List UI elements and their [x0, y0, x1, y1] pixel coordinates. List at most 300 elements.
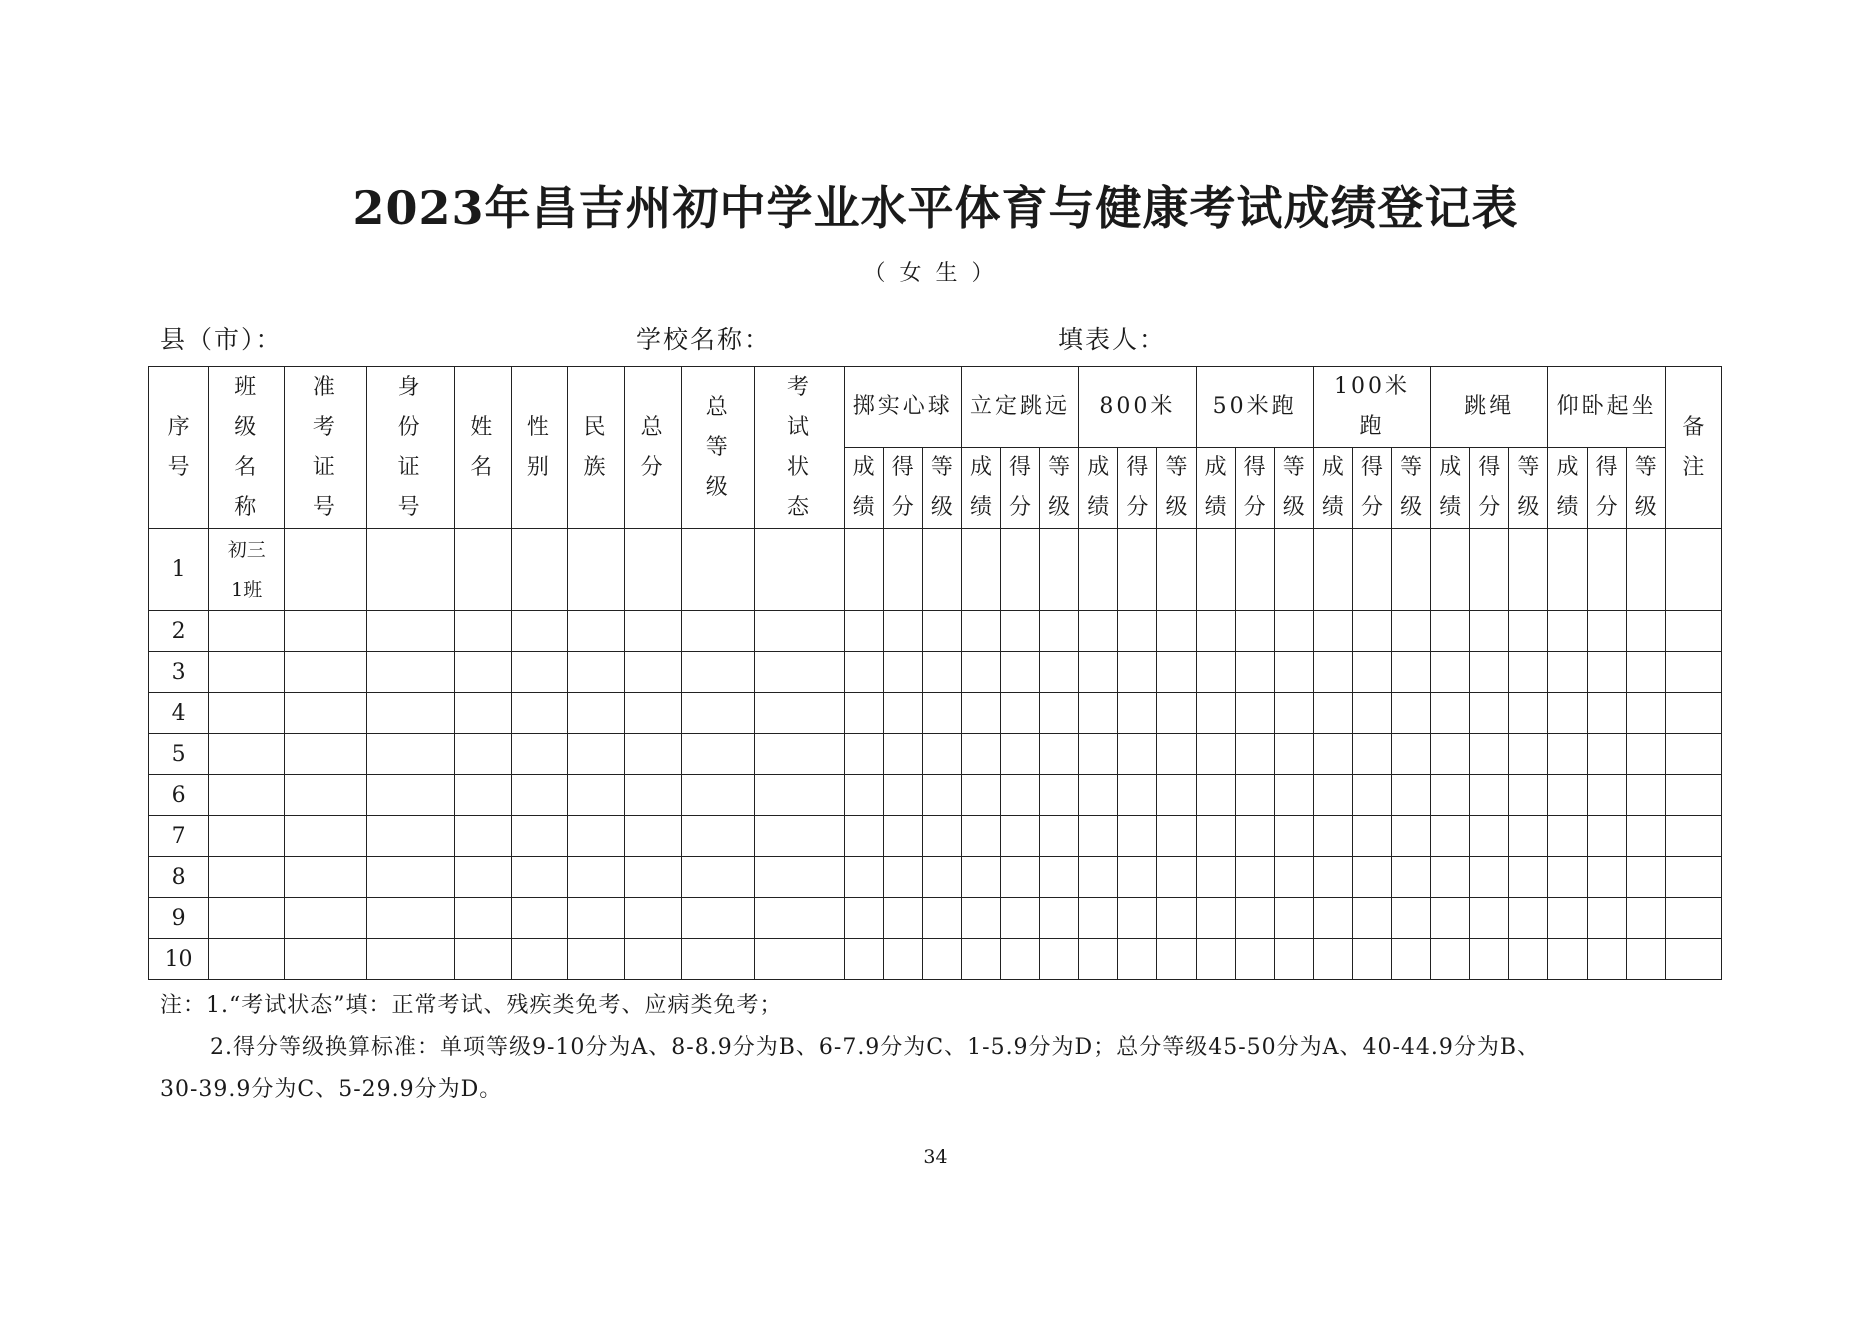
empty-entry-cell[interactable]	[366, 816, 454, 857]
empty-entry-cell[interactable]	[1274, 652, 1313, 693]
empty-entry-cell[interactable]	[1313, 693, 1352, 734]
empty-entry-cell[interactable]	[1079, 939, 1118, 980]
empty-entry-cell[interactable]	[366, 857, 454, 898]
empty-entry-cell[interactable]	[1470, 652, 1509, 693]
empty-entry-cell[interactable]	[1665, 652, 1721, 693]
empty-entry-cell[interactable]	[1274, 857, 1313, 898]
empty-entry-cell[interactable]	[961, 775, 1000, 816]
empty-entry-cell[interactable]	[1235, 898, 1274, 939]
empty-entry-cell[interactable]	[454, 734, 511, 775]
empty-entry-cell[interactable]	[1352, 693, 1391, 734]
empty-entry-cell[interactable]	[1118, 734, 1157, 775]
empty-entry-cell[interactable]	[511, 775, 567, 816]
empty-entry-cell[interactable]	[285, 816, 366, 857]
empty-entry-cell[interactable]	[1352, 529, 1391, 611]
empty-entry-cell[interactable]	[961, 898, 1000, 939]
empty-entry-cell[interactable]	[511, 693, 567, 734]
class-name-cell[interactable]	[209, 693, 285, 734]
empty-entry-cell[interactable]	[1509, 652, 1548, 693]
empty-entry-cell[interactable]	[1626, 734, 1665, 775]
empty-entry-cell[interactable]	[567, 693, 624, 734]
empty-entry-cell[interactable]	[1157, 693, 1196, 734]
empty-entry-cell[interactable]	[1392, 611, 1431, 652]
empty-entry-cell[interactable]	[1196, 529, 1235, 611]
empty-entry-cell[interactable]	[625, 775, 682, 816]
empty-entry-cell[interactable]	[1352, 898, 1391, 939]
empty-entry-cell[interactable]	[1392, 693, 1431, 734]
empty-entry-cell[interactable]	[1157, 816, 1196, 857]
empty-entry-cell[interactable]	[285, 775, 366, 816]
empty-entry-cell[interactable]	[1665, 529, 1721, 611]
empty-entry-cell[interactable]	[961, 611, 1000, 652]
empty-entry-cell[interactable]	[1196, 734, 1235, 775]
empty-entry-cell[interactable]	[625, 652, 682, 693]
empty-entry-cell[interactable]	[1196, 816, 1235, 857]
empty-entry-cell[interactable]	[1548, 652, 1587, 693]
empty-entry-cell[interactable]	[961, 652, 1000, 693]
empty-entry-cell[interactable]	[883, 529, 922, 611]
empty-entry-cell[interactable]	[1157, 652, 1196, 693]
empty-entry-cell[interactable]	[567, 816, 624, 857]
empty-entry-cell[interactable]	[454, 898, 511, 939]
empty-entry-cell[interactable]	[1665, 816, 1721, 857]
empty-entry-cell[interactable]	[366, 939, 454, 980]
empty-entry-cell[interactable]	[682, 529, 755, 611]
empty-entry-cell[interactable]	[961, 857, 1000, 898]
empty-entry-cell[interactable]	[366, 693, 454, 734]
empty-entry-cell[interactable]	[961, 939, 1000, 980]
empty-entry-cell[interactable]	[567, 857, 624, 898]
empty-entry-cell[interactable]	[511, 652, 567, 693]
empty-entry-cell[interactable]	[883, 857, 922, 898]
empty-entry-cell[interactable]	[1548, 611, 1587, 652]
empty-entry-cell[interactable]	[883, 775, 922, 816]
empty-entry-cell[interactable]	[1431, 898, 1470, 939]
empty-entry-cell[interactable]	[1470, 857, 1509, 898]
empty-entry-cell[interactable]	[1548, 529, 1587, 611]
empty-entry-cell[interactable]	[1470, 939, 1509, 980]
empty-entry-cell[interactable]	[1587, 898, 1626, 939]
empty-entry-cell[interactable]	[682, 693, 755, 734]
empty-entry-cell[interactable]	[1626, 611, 1665, 652]
empty-entry-cell[interactable]	[1118, 857, 1157, 898]
empty-entry-cell[interactable]	[682, 857, 755, 898]
empty-entry-cell[interactable]	[366, 734, 454, 775]
empty-entry-cell[interactable]	[883, 693, 922, 734]
empty-entry-cell[interactable]	[1040, 939, 1079, 980]
empty-entry-cell[interactable]	[883, 652, 922, 693]
empty-entry-cell[interactable]	[1000, 898, 1039, 939]
empty-entry-cell[interactable]	[1118, 939, 1157, 980]
empty-entry-cell[interactable]	[1626, 529, 1665, 611]
empty-entry-cell[interactable]	[682, 775, 755, 816]
empty-entry-cell[interactable]	[1431, 816, 1470, 857]
empty-entry-cell[interactable]	[883, 898, 922, 939]
empty-entry-cell[interactable]	[1509, 611, 1548, 652]
empty-entry-cell[interactable]	[682, 652, 755, 693]
empty-entry-cell[interactable]	[1313, 611, 1352, 652]
empty-entry-cell[interactable]	[454, 939, 511, 980]
empty-entry-cell[interactable]	[1040, 857, 1079, 898]
empty-entry-cell[interactable]	[844, 693, 883, 734]
empty-entry-cell[interactable]	[511, 939, 567, 980]
empty-entry-cell[interactable]	[454, 611, 511, 652]
empty-entry-cell[interactable]	[1587, 816, 1626, 857]
empty-entry-cell[interactable]	[1274, 775, 1313, 816]
empty-entry-cell[interactable]	[1431, 611, 1470, 652]
class-name-cell[interactable]	[209, 775, 285, 816]
empty-entry-cell[interactable]	[1118, 816, 1157, 857]
empty-entry-cell[interactable]	[922, 734, 961, 775]
empty-entry-cell[interactable]	[1431, 734, 1470, 775]
empty-entry-cell[interactable]	[1157, 734, 1196, 775]
empty-entry-cell[interactable]	[1665, 939, 1721, 980]
empty-entry-cell[interactable]	[1470, 775, 1509, 816]
empty-entry-cell[interactable]	[1509, 816, 1548, 857]
empty-entry-cell[interactable]	[454, 693, 511, 734]
empty-entry-cell[interactable]	[1157, 529, 1196, 611]
empty-entry-cell[interactable]	[1626, 693, 1665, 734]
empty-entry-cell[interactable]	[1313, 775, 1352, 816]
empty-entry-cell[interactable]	[1274, 898, 1313, 939]
empty-entry-cell[interactable]	[1079, 693, 1118, 734]
empty-entry-cell[interactable]	[922, 816, 961, 857]
empty-entry-cell[interactable]	[1157, 857, 1196, 898]
empty-entry-cell[interactable]	[1548, 693, 1587, 734]
empty-entry-cell[interactable]	[1352, 652, 1391, 693]
empty-entry-cell[interactable]	[1626, 898, 1665, 939]
empty-entry-cell[interactable]	[1587, 775, 1626, 816]
empty-entry-cell[interactable]	[1196, 898, 1235, 939]
empty-entry-cell[interactable]	[285, 857, 366, 898]
empty-entry-cell[interactable]	[1235, 529, 1274, 611]
empty-entry-cell[interactable]	[366, 529, 454, 611]
empty-entry-cell[interactable]	[1665, 775, 1721, 816]
empty-entry-cell[interactable]	[883, 816, 922, 857]
empty-entry-cell[interactable]	[1235, 939, 1274, 980]
empty-entry-cell[interactable]	[567, 775, 624, 816]
empty-entry-cell[interactable]	[1118, 775, 1157, 816]
empty-entry-cell[interactable]	[1431, 857, 1470, 898]
empty-entry-cell[interactable]	[1392, 734, 1431, 775]
empty-entry-cell[interactable]	[961, 734, 1000, 775]
empty-entry-cell[interactable]	[1587, 939, 1626, 980]
empty-entry-cell[interactable]	[922, 775, 961, 816]
empty-entry-cell[interactable]	[1040, 898, 1079, 939]
empty-entry-cell[interactable]	[1079, 611, 1118, 652]
empty-entry-cell[interactable]	[1274, 693, 1313, 734]
empty-entry-cell[interactable]	[1548, 816, 1587, 857]
empty-entry-cell[interactable]	[1313, 734, 1352, 775]
empty-entry-cell[interactable]	[567, 529, 624, 611]
empty-entry-cell[interactable]	[844, 775, 883, 816]
empty-entry-cell[interactable]	[454, 857, 511, 898]
empty-entry-cell[interactable]	[1235, 734, 1274, 775]
empty-entry-cell[interactable]	[1626, 652, 1665, 693]
empty-entry-cell[interactable]	[1352, 857, 1391, 898]
empty-entry-cell[interactable]	[454, 652, 511, 693]
empty-entry-cell[interactable]	[1587, 734, 1626, 775]
empty-entry-cell[interactable]	[1235, 693, 1274, 734]
empty-entry-cell[interactable]	[1196, 939, 1235, 980]
empty-entry-cell[interactable]	[1548, 734, 1587, 775]
empty-entry-cell[interactable]	[883, 939, 922, 980]
empty-entry-cell[interactable]	[1392, 857, 1431, 898]
class-name-cell[interactable]	[209, 652, 285, 693]
empty-entry-cell[interactable]	[1665, 898, 1721, 939]
empty-entry-cell[interactable]	[922, 529, 961, 611]
empty-entry-cell[interactable]	[1431, 529, 1470, 611]
class-name-cell[interactable]	[209, 529, 285, 611]
empty-entry-cell[interactable]	[1079, 898, 1118, 939]
empty-entry-cell[interactable]	[1000, 611, 1039, 652]
empty-entry-cell[interactable]	[1665, 734, 1721, 775]
empty-entry-cell[interactable]	[285, 611, 366, 652]
empty-entry-cell[interactable]	[1431, 693, 1470, 734]
empty-entry-cell[interactable]	[922, 857, 961, 898]
empty-entry-cell[interactable]	[961, 693, 1000, 734]
empty-entry-cell[interactable]	[883, 611, 922, 652]
empty-entry-cell[interactable]	[1235, 611, 1274, 652]
empty-entry-cell[interactable]	[1313, 652, 1352, 693]
empty-entry-cell[interactable]	[1235, 775, 1274, 816]
empty-entry-cell[interactable]	[1079, 652, 1118, 693]
empty-entry-cell[interactable]	[1196, 611, 1235, 652]
empty-entry-cell[interactable]	[844, 939, 883, 980]
empty-entry-cell[interactable]	[285, 652, 366, 693]
class-name-cell[interactable]	[209, 898, 285, 939]
empty-entry-cell[interactable]	[366, 775, 454, 816]
empty-entry-cell[interactable]	[682, 816, 755, 857]
empty-entry-cell[interactable]	[1274, 529, 1313, 611]
empty-entry-cell[interactable]	[511, 857, 567, 898]
empty-entry-cell[interactable]	[844, 816, 883, 857]
empty-entry-cell[interactable]	[1626, 857, 1665, 898]
empty-entry-cell[interactable]	[1470, 898, 1509, 939]
empty-entry-cell[interactable]	[1352, 775, 1391, 816]
empty-entry-cell[interactable]	[1000, 857, 1039, 898]
empty-entry-cell[interactable]	[1509, 529, 1548, 611]
empty-entry-cell[interactable]	[922, 693, 961, 734]
empty-entry-cell[interactable]	[511, 611, 567, 652]
empty-entry-cell[interactable]	[1079, 775, 1118, 816]
empty-entry-cell[interactable]	[567, 611, 624, 652]
empty-entry-cell[interactable]	[567, 734, 624, 775]
empty-entry-cell[interactable]	[1392, 816, 1431, 857]
empty-entry-cell[interactable]	[1157, 775, 1196, 816]
empty-entry-cell[interactable]	[1196, 693, 1235, 734]
empty-entry-cell[interactable]	[755, 816, 844, 857]
empty-entry-cell[interactable]	[1587, 611, 1626, 652]
empty-entry-cell[interactable]	[1352, 816, 1391, 857]
empty-entry-cell[interactable]	[755, 529, 844, 611]
empty-entry-cell[interactable]	[1079, 857, 1118, 898]
empty-entry-cell[interactable]	[567, 652, 624, 693]
empty-entry-cell[interactable]	[1040, 775, 1079, 816]
empty-entry-cell[interactable]	[1352, 734, 1391, 775]
empty-entry-cell[interactable]	[1000, 693, 1039, 734]
empty-entry-cell[interactable]	[625, 939, 682, 980]
empty-entry-cell[interactable]	[625, 816, 682, 857]
empty-entry-cell[interactable]	[625, 898, 682, 939]
empty-entry-cell[interactable]	[285, 693, 366, 734]
empty-entry-cell[interactable]	[1040, 611, 1079, 652]
empty-entry-cell[interactable]	[1352, 611, 1391, 652]
empty-entry-cell[interactable]	[1548, 939, 1587, 980]
empty-entry-cell[interactable]	[961, 816, 1000, 857]
empty-entry-cell[interactable]	[1509, 734, 1548, 775]
empty-entry-cell[interactable]	[1392, 529, 1431, 611]
empty-entry-cell[interactable]	[1235, 816, 1274, 857]
empty-entry-cell[interactable]	[1274, 816, 1313, 857]
empty-entry-cell[interactable]	[285, 898, 366, 939]
empty-entry-cell[interactable]	[1509, 898, 1548, 939]
empty-entry-cell[interactable]	[1626, 939, 1665, 980]
empty-entry-cell[interactable]	[1040, 734, 1079, 775]
empty-entry-cell[interactable]	[285, 529, 366, 611]
empty-entry-cell[interactable]	[1274, 939, 1313, 980]
empty-entry-cell[interactable]	[1470, 529, 1509, 611]
empty-entry-cell[interactable]	[755, 734, 844, 775]
empty-entry-cell[interactable]	[1509, 857, 1548, 898]
class-name-cell[interactable]	[209, 939, 285, 980]
empty-entry-cell[interactable]	[1548, 775, 1587, 816]
empty-entry-cell[interactable]	[366, 898, 454, 939]
empty-entry-cell[interactable]	[1431, 775, 1470, 816]
empty-entry-cell[interactable]	[1665, 857, 1721, 898]
empty-entry-cell[interactable]	[1665, 693, 1721, 734]
empty-entry-cell[interactable]	[625, 529, 682, 611]
class-name-cell[interactable]	[209, 611, 285, 652]
empty-entry-cell[interactable]	[567, 898, 624, 939]
empty-entry-cell[interactable]	[844, 734, 883, 775]
empty-entry-cell[interactable]	[1040, 529, 1079, 611]
empty-entry-cell[interactable]	[454, 816, 511, 857]
empty-entry-cell[interactable]	[625, 857, 682, 898]
empty-entry-cell[interactable]	[1079, 734, 1118, 775]
empty-entry-cell[interactable]	[285, 939, 366, 980]
empty-entry-cell[interactable]	[1626, 816, 1665, 857]
empty-entry-cell[interactable]	[682, 898, 755, 939]
empty-entry-cell[interactable]	[1470, 816, 1509, 857]
empty-entry-cell[interactable]	[1470, 734, 1509, 775]
empty-entry-cell[interactable]	[1470, 611, 1509, 652]
empty-entry-cell[interactable]	[1548, 898, 1587, 939]
empty-entry-cell[interactable]	[755, 652, 844, 693]
empty-entry-cell[interactable]	[1392, 898, 1431, 939]
empty-entry-cell[interactable]	[625, 693, 682, 734]
empty-entry-cell[interactable]	[1587, 529, 1626, 611]
empty-entry-cell[interactable]	[1392, 652, 1431, 693]
empty-entry-cell[interactable]	[285, 734, 366, 775]
empty-entry-cell[interactable]	[1157, 898, 1196, 939]
empty-entry-cell[interactable]	[755, 693, 844, 734]
empty-entry-cell[interactable]	[1548, 857, 1587, 898]
empty-entry-cell[interactable]	[755, 857, 844, 898]
empty-entry-cell[interactable]	[1352, 939, 1391, 980]
empty-entry-cell[interactable]	[366, 611, 454, 652]
empty-entry-cell[interactable]	[961, 529, 1000, 611]
empty-entry-cell[interactable]	[844, 529, 883, 611]
empty-entry-cell[interactable]	[1431, 652, 1470, 693]
empty-entry-cell[interactable]	[1509, 939, 1548, 980]
empty-entry-cell[interactable]	[625, 611, 682, 652]
empty-entry-cell[interactable]	[1665, 611, 1721, 652]
empty-entry-cell[interactable]	[454, 529, 511, 611]
empty-entry-cell[interactable]	[1118, 611, 1157, 652]
empty-entry-cell[interactable]	[1235, 857, 1274, 898]
empty-entry-cell[interactable]	[682, 611, 755, 652]
empty-entry-cell[interactable]	[1157, 939, 1196, 980]
empty-entry-cell[interactable]	[1587, 857, 1626, 898]
empty-entry-cell[interactable]	[844, 898, 883, 939]
empty-entry-cell[interactable]	[511, 816, 567, 857]
empty-entry-cell[interactable]	[1000, 652, 1039, 693]
empty-entry-cell[interactable]	[1509, 693, 1548, 734]
empty-entry-cell[interactable]	[922, 611, 961, 652]
empty-entry-cell[interactable]	[625, 734, 682, 775]
empty-entry-cell[interactable]	[1392, 775, 1431, 816]
empty-entry-cell[interactable]	[1587, 693, 1626, 734]
empty-entry-cell[interactable]	[511, 529, 567, 611]
empty-entry-cell[interactable]	[1079, 816, 1118, 857]
class-name-cell[interactable]	[209, 857, 285, 898]
empty-entry-cell[interactable]	[1118, 693, 1157, 734]
empty-entry-cell[interactable]	[1157, 611, 1196, 652]
empty-entry-cell[interactable]	[1235, 652, 1274, 693]
empty-entry-cell[interactable]	[844, 611, 883, 652]
empty-entry-cell[interactable]	[1196, 775, 1235, 816]
empty-entry-cell[interactable]	[844, 857, 883, 898]
empty-entry-cell[interactable]	[883, 734, 922, 775]
empty-entry-cell[interactable]	[1000, 775, 1039, 816]
empty-entry-cell[interactable]	[1000, 734, 1039, 775]
empty-entry-cell[interactable]	[1313, 898, 1352, 939]
empty-entry-cell[interactable]	[454, 775, 511, 816]
empty-entry-cell[interactable]	[1000, 816, 1039, 857]
empty-entry-cell[interactable]	[1118, 898, 1157, 939]
empty-entry-cell[interactable]	[922, 652, 961, 693]
empty-entry-cell[interactable]	[1274, 734, 1313, 775]
empty-entry-cell[interactable]	[682, 734, 755, 775]
empty-entry-cell[interactable]	[922, 939, 961, 980]
empty-entry-cell[interactable]	[1274, 611, 1313, 652]
empty-entry-cell[interactable]	[1118, 529, 1157, 611]
empty-entry-cell[interactable]	[511, 898, 567, 939]
empty-entry-cell[interactable]	[844, 652, 883, 693]
empty-entry-cell[interactable]	[1118, 652, 1157, 693]
empty-entry-cell[interactable]	[1313, 529, 1352, 611]
empty-entry-cell[interactable]	[1470, 693, 1509, 734]
empty-entry-cell[interactable]	[567, 939, 624, 980]
empty-entry-cell[interactable]	[1040, 652, 1079, 693]
empty-entry-cell[interactable]	[922, 898, 961, 939]
empty-entry-cell[interactable]	[366, 652, 454, 693]
empty-entry-cell[interactable]	[1313, 816, 1352, 857]
empty-entry-cell[interactable]	[1196, 652, 1235, 693]
empty-entry-cell[interactable]	[1040, 816, 1079, 857]
empty-entry-cell[interactable]	[755, 898, 844, 939]
empty-entry-cell[interactable]	[1000, 529, 1039, 611]
empty-entry-cell[interactable]	[1079, 529, 1118, 611]
empty-entry-cell[interactable]	[1196, 857, 1235, 898]
empty-entry-cell[interactable]	[1431, 939, 1470, 980]
empty-entry-cell[interactable]	[1509, 775, 1548, 816]
empty-entry-cell[interactable]	[1040, 693, 1079, 734]
empty-entry-cell[interactable]	[755, 611, 844, 652]
empty-entry-cell[interactable]	[1313, 857, 1352, 898]
class-name-cell[interactable]	[209, 734, 285, 775]
